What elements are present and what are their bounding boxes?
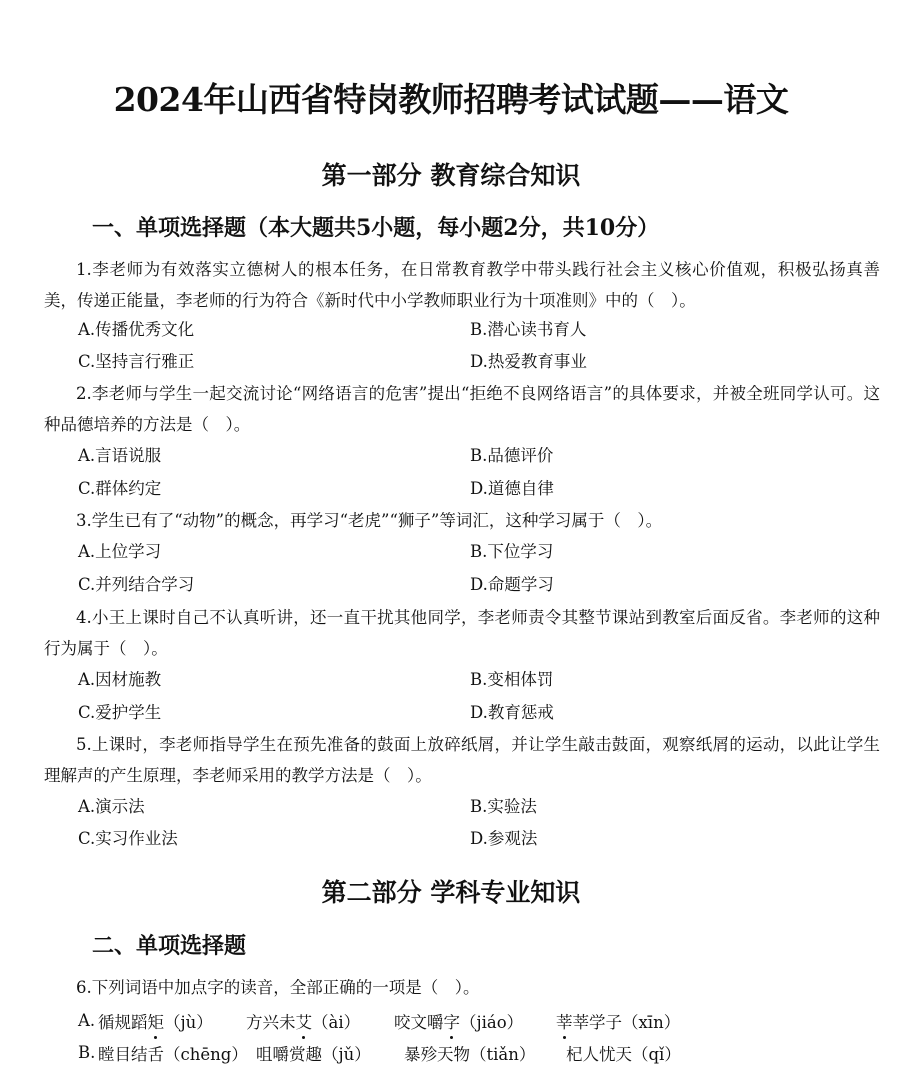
pinyin: （jù） (164, 1013, 213, 1032)
q6-option-b-word-2: 咀嚼赏趣（jǔ） (256, 1045, 371, 1064)
pinyin: （xīn） (622, 1013, 681, 1032)
q4-option-c: C.爱护学生 (78, 703, 162, 722)
q1-option-a: A.传播优秀文化 (78, 320, 195, 339)
question-5-stem: 5.上课时，李老师指导学生在预先准备的鼓面上放碎纸屑，并让学生敲击鼓面，观察纸屑的运动，以此让学生理解声的产生原理，李老师采用的教学方法是（ ）。 (44, 735, 880, 785)
dotted-character: 矩 (148, 1009, 165, 1033)
q5-option-a: A.演示法 (78, 797, 145, 816)
q6-option-b-label: B. (78, 1043, 96, 1062)
question-4-stem: 4.小王上课时自己不认真听讲，还一直干扰其他同学，李老师责令其整节课站到教室后面反省。李老师的这种行为属于（ ）。 (44, 608, 880, 658)
q2-option-d: D.道德自律 (470, 479, 554, 498)
q5-option-c: C.实习作业法 (78, 829, 178, 848)
question-1-stem: 1.李老师为有效落实立德树人的根本任务，在日常教育教学中带头践行社会主义核心价值观，积极弘扬真善美，传递正能量，李老师的行为符合《新时代中小学教师职业行为十项准则》中的（ ）。 (44, 260, 880, 310)
q4-option-d: D.教育惩戒 (470, 703, 554, 722)
dotted-character: 艾 (296, 1009, 313, 1033)
document-title: 2024年山西省特岗教师招聘考试试题——语文 (113, 80, 789, 119)
part2-section-heading: 二、单项选择题 (92, 933, 247, 959)
q2-option-b: B.品德评价 (470, 446, 554, 465)
q6-option-b-word-3: 暴殄天物（tiǎn） (404, 1045, 536, 1064)
part1-title: 第一部分 教育综合知识 (321, 161, 581, 190)
q6-option-b-word-1: 瞠目结舌（chēng） (98, 1045, 248, 1064)
q5-option-b: B.实验法 (470, 797, 537, 816)
q1-option-d: D.热爱教育事业 (470, 352, 587, 371)
dotted-character: 莘 (556, 1009, 573, 1033)
q6-option-a-word-2 (246, 1009, 360, 1033)
word-text: 循规蹈 (98, 1013, 148, 1032)
q5-option-d: D.参观法 (470, 829, 538, 848)
pinyin: （jiáo） (460, 1013, 524, 1032)
word-text: 莘学子 (572, 1013, 622, 1032)
q3-option-b: B.下位学习 (470, 542, 554, 561)
dotted-character: 字 (444, 1009, 461, 1033)
q2-option-c: C.群体约定 (78, 479, 162, 498)
part1-section-heading: 一、单项选择题（本大题共5小题，每小题2分，共10分） (92, 215, 660, 241)
q3-option-d: D.命题学习 (470, 575, 554, 594)
q4-option-b: B.变相体罚 (470, 670, 554, 689)
question-3-stem: 3.学生已有了“动物”的概念，再学习“老虎”“狮子”等词汇，这种学习属于（ ）。 (76, 511, 663, 530)
q6-option-b-word-4: 杞人忧天（qǐ） (566, 1045, 681, 1064)
word-text: 咬文嚼 (394, 1013, 444, 1032)
q1-option-b: B.潜心读书育人 (470, 320, 587, 339)
q6-option-a-word-1 (98, 1009, 213, 1033)
question-2-stem: 2.李老师与学生一起交流讨论“网络语言的危害”提出“拒绝不良网络语言”的具体要求，并被全班同学认可。这种品德培养的方法是（ ）。 (44, 384, 880, 434)
part2-title: 第二部分 学科专业知识 (321, 878, 581, 907)
q6-option-a-word-3 (394, 1009, 523, 1033)
q4-option-a: A.因材施教 (78, 670, 162, 689)
q1-option-c: C.坚持言行雅正 (78, 352, 195, 371)
pinyin: （ài） (312, 1013, 361, 1032)
question-6-stem: 6.下列词语中加点字的读音，全部正确的一项是（ ）。 (76, 978, 480, 997)
word-text: 方兴未 (246, 1013, 296, 1032)
q6-option-a-label: A. (78, 1011, 96, 1030)
q2-option-a: A.言语说服 (78, 446, 162, 465)
q3-option-c: C.并列结合学习 (78, 575, 195, 594)
q6-option-a-word-4 (556, 1009, 680, 1033)
q3-option-a: A.上位学习 (78, 542, 162, 561)
